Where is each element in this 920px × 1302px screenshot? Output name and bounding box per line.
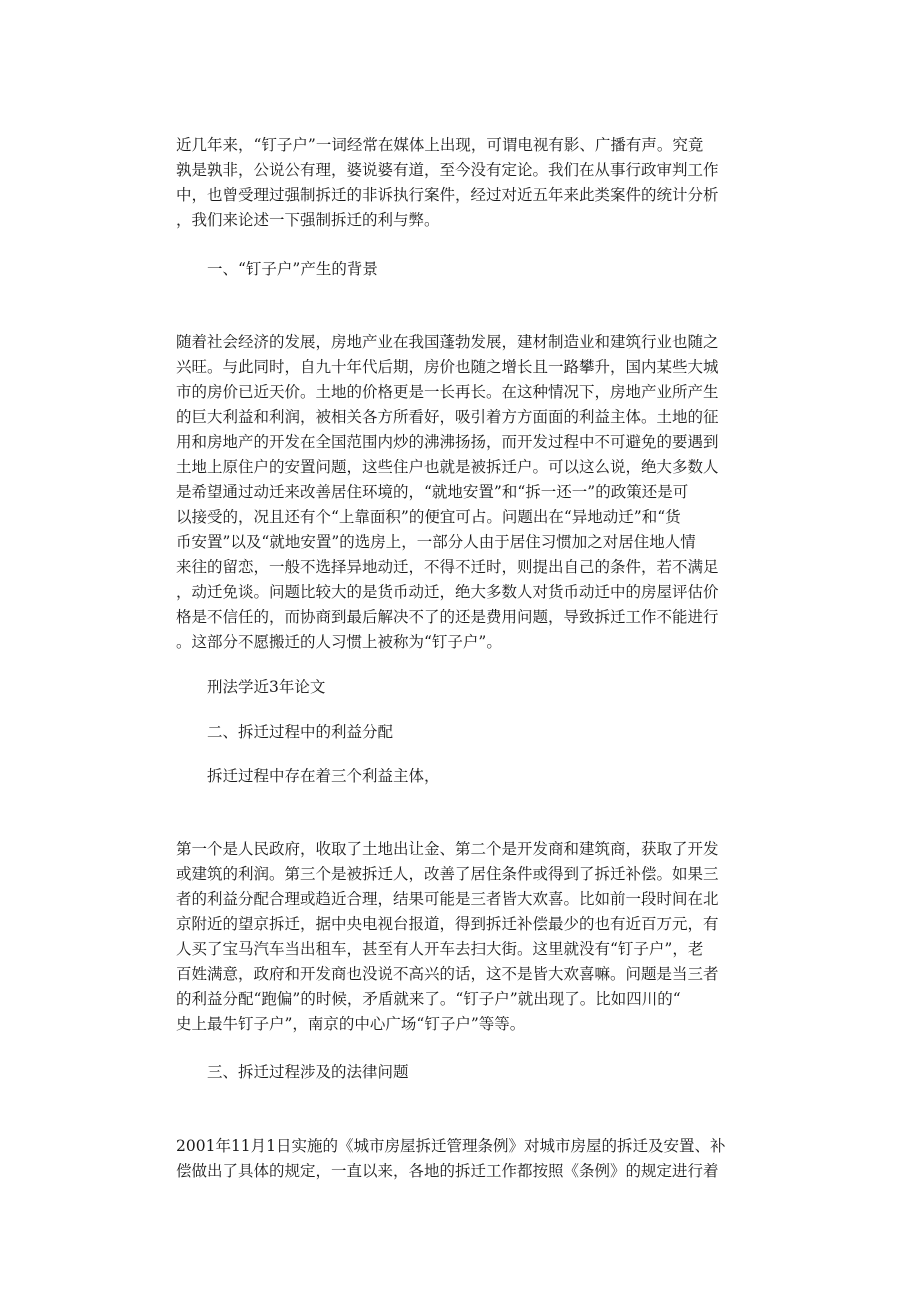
text-line: 近几年来，“钉子户”一词经常在媒体上出现，可谓电视有影、广播有声。究竟 xyxy=(176,136,704,154)
section-heading-1: 一、“钉子户”产生的背景 xyxy=(207,260,378,278)
note-line: 刑法学近3年论文 xyxy=(207,678,326,696)
text-line: 币安置”以及“就地安置”的选房上，一部分人由于居住习惯加之对居住地人情 xyxy=(176,533,696,551)
section-intro: 拆迁过程中存在着三个利益主体， xyxy=(207,767,440,785)
text-line: 的巨大利益和利润，被相关各方所看好，吸引着方方面面的利益主体。土地的征 xyxy=(176,408,719,426)
section-heading-3: 三、拆迁过程涉及的法律问题 xyxy=(207,1063,409,1081)
text-line: ，动迁免谈。问题比较大的是货币动迁，绝大多数人对货币动迁中的房屋评估价 xyxy=(176,583,719,601)
text-line: 格是不信任的，而协商到最后解决不了的还是费用问题，导致拆迁工作不能进行 xyxy=(176,608,719,626)
text-line: 的利益分配“跑偏”的时候，矛盾就来了。“钉子户”就出现了。比如四川的“ xyxy=(176,990,681,1008)
text-line: 第一个是人民政府，收取了土地出让金、第二个是开发商和建筑商，获取了开发 xyxy=(176,840,719,858)
text-line: 人买了宝马汽车当出租车，甚至有人开车去扫大街。这里就没有“钉子户”，老 xyxy=(176,940,704,958)
text-line: 市的房价已近天价。土地的价格更是一长再长。在这种情况下，房地产业所产生 xyxy=(176,383,719,401)
text-line: 偿做出了具体的规定，一直以来，各地的拆迁工作都按照《条例》的规定进行着 xyxy=(176,1162,719,1180)
text-line: 兴旺。与此同时，自九十年代后期，房价也随之增长且一路攀升，国内某些大城 xyxy=(176,358,719,376)
text-line: 土地上原住户的安置问题，这些住户也就是被拆迁户。可以这么说，绝大多数人 xyxy=(176,458,719,476)
text-line: 用和房地产的开发在全国范围内炒的沸沸扬扬，而开发过程中不可避免的要遇到 xyxy=(176,433,719,451)
text-line: 2001年11月1日实施的《城市房屋拆迁管理条例》对城市房屋的拆迁及安置、补 xyxy=(176,1137,726,1155)
text-line: 百姓满意，政府和开发商也没说不高兴的话，这不是皆大欢喜嘛。问题是当三者 xyxy=(176,965,719,983)
text-line: 来往的留恋，一般不选择异地动迁，不得不迁时，则提出自己的条件，若不满足 xyxy=(176,558,719,576)
text-line: ，我们来论述一下强制拆迁的利与弊。 xyxy=(176,211,440,229)
text-line: 者的利益分配合理或趋近合理，结果可能是三者皆大欢喜。比如前一段时间在北 xyxy=(176,890,719,908)
text-line: 史上最牛钉子户”，南京的中心广场“钉子户”等等。 xyxy=(176,1015,526,1033)
text-line: 随着社会经济的发展，房地产业在我国蓬勃发展，建材制造业和建筑行业也随之 xyxy=(176,333,719,351)
section-heading-2: 二、拆迁过程中的利益分配 xyxy=(207,723,394,741)
text-line: 。这部分不愿搬迁的人习惯上被称为“钉子户”。 xyxy=(176,633,502,651)
text-line: 京附近的望京拆迁，据中央电视台报道，得到拆迁补偿最少的也有近百万元，有 xyxy=(176,915,719,933)
text-line: 孰是孰非，公说公有理，婆说婆有道，至今没有定论。我们在从事行政审判工作 xyxy=(176,161,719,179)
text-line: 是希望通过动迁来改善居住环境的，“就地安置”和“拆一还一”的政策还是可 xyxy=(176,483,689,501)
text-line: 中，也曾受理过强制拆迁的非诉执行案件，经过对近五年来此类案件的统计分析 xyxy=(176,186,719,204)
text-line: 或建筑的利润。第三个是被拆迁人，改善了居住条件或得到了拆迁补偿。如果三 xyxy=(176,865,719,883)
text-line: 以接受的，况且还有个“上靠面积”的便宜可占。问题出在“异地动迁”和“货 xyxy=(176,508,681,526)
